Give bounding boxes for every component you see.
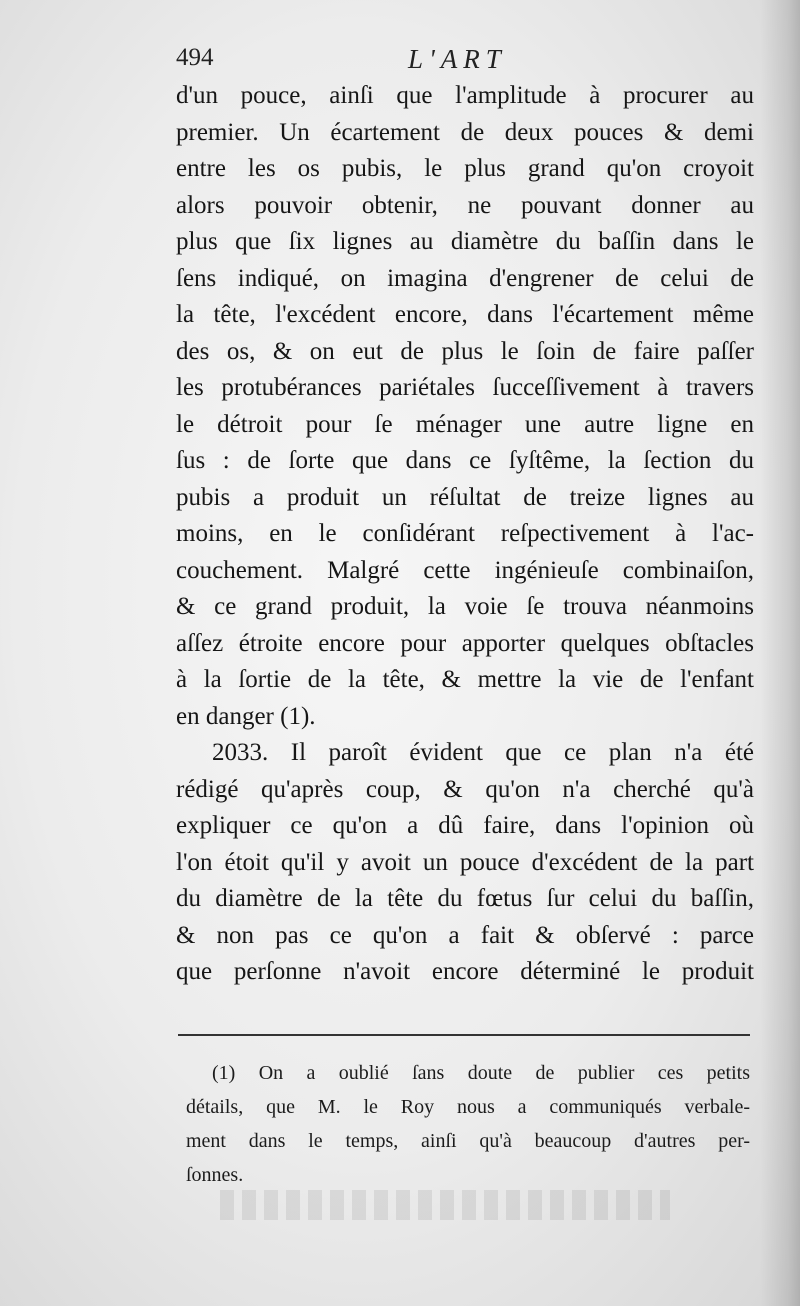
- text-line: ſens indiqué, on imagina d'engrener de celui de: [176, 264, 754, 292]
- text-line: l'on étoit qu'il y avoit un pouce d'excédent de la part: [176, 848, 754, 876]
- text-line: à la ſortie de la tête, & mettre la vie de l'enfant: [176, 666, 754, 693]
- text-line: & non pas ce qu'on a fait & obſervé : parce: [176, 921, 754, 949]
- text-line: expliquer ce qu'on a dû faire, dans l'opinion où: [176, 812, 754, 839]
- footnote-line: ment dans le temps, ainſi qu'à beaucoup d'autres per-: [186, 1130, 750, 1152]
- text-line: moins, en le conſidérant reſpectivement à l'ac-: [176, 520, 754, 547]
- text-line: couchement. Malgré cette ingénieuſe combinaiſon,: [176, 556, 754, 584]
- footnote: [186, 1056, 750, 1192]
- text-line: d'un pouce, ainſi que l'amplitude à procurer au: [176, 82, 754, 109]
- text-line: premier. Un écartement de deux pouces & demi: [176, 118, 754, 146]
- page-number: 494: [176, 44, 214, 71]
- footnote-line: détails, que M. le Roy nous a communiqués verbale-: [186, 1096, 750, 1118]
- text-line: le détroit pour ſe ménager une autre ligne en: [176, 410, 754, 438]
- text-line: aſſez étroite encore pour apporter quelques obſtacles: [176, 629, 754, 657]
- footnote-line: ſonnes.: [186, 1164, 244, 1186]
- main-text: [176, 78, 754, 991]
- paragraph-end-line: en danger (1).: [176, 702, 316, 730]
- text-line: entre les os pubis, le plus grand qu'on croyoit: [176, 155, 754, 182]
- text-line: plus que ſix lignes au diamètre du baſſin dans le: [176, 228, 754, 255]
- text-line: du diamètre de la tête du fœtus ſur celui du baſſin,: [176, 885, 754, 912]
- text-line: pubis a produit un réſultat de treize lignes au: [176, 483, 754, 511]
- text-line: rédigé qu'après coup, & qu'on n'a cherché qu'à: [176, 775, 754, 803]
- footnote-divider: [178, 1034, 750, 1036]
- text-line: ſus : de ſorte que dans ce ſyſtême, la ſection du: [176, 447, 754, 474]
- text-line: des os, & on eut de plus le ſoin de faire paſſer: [176, 337, 754, 365]
- footnote-line: (1) On a oublié ſans doute de publier ces petits: [212, 1062, 750, 1084]
- text-line: les protubérances pariétales ſucceſſivement à travers: [176, 374, 754, 401]
- text-line: que perſonne n'avoit encore déterminé le produit: [176, 958, 754, 985]
- text-line: & ce grand produit, la voie ſe trouva néanmoins: [176, 593, 754, 620]
- paragraph-start-line: 2033. Il paroît évident que ce plan n'a été: [212, 739, 754, 766]
- text-line: la tête, l'excédent encore, dans l'écartement même: [176, 301, 754, 328]
- running-title: L'ART: [408, 44, 507, 74]
- text-line: alors pouvoir obtenir, ne pouvant donner au: [176, 191, 754, 219]
- bleed-through-texture: [220, 1190, 670, 1220]
